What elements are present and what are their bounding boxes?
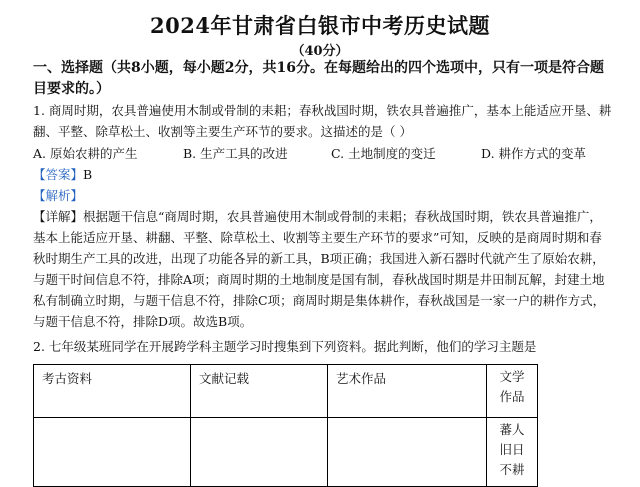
- header-literature-line1: 文学: [499, 369, 525, 384]
- q1-option-c: C. 土地制度的变迁: [331, 146, 436, 161]
- q1-analysis: [33, 185, 623, 206]
- excerpt-line3: 不耕: [499, 462, 525, 477]
- table-header-row: [34, 365, 538, 418]
- total-score: （40分）: [291, 44, 349, 59]
- excerpt-line2: 旧日: [499, 442, 525, 457]
- q1-stem-line2: 翻、平整、除草松土、收割等主要生产环节的要求。这描述的是（ ）: [33, 124, 412, 139]
- section-heading-line2: 目要求的。）: [33, 81, 110, 97]
- table-row: [34, 418, 538, 487]
- analysis-label: 【解析】: [33, 188, 84, 203]
- table-cell: [487, 418, 538, 487]
- table-cell: [34, 418, 191, 487]
- q1-option-d: D. 耕作方式的变革: [481, 146, 587, 161]
- q1-detail-line2: 基本上能适应开垦、耕翻、平整、除草松土、收割等主要生产环节的要求”可知，反映的是商周时期和春: [33, 230, 602, 245]
- q1-detail-line1: [33, 206, 623, 227]
- answer-label: 【答案】: [33, 167, 84, 182]
- excerpt-line1: 蕃人: [499, 422, 525, 437]
- detail-text-1: 根据题干信息“商周时期，农具普遍使用木制或骨制的耒耜；春秋战国时期，铁农具普遍推广，: [83, 209, 602, 224]
- answer-value: B: [83, 167, 93, 182]
- q1-answer: [33, 164, 623, 185]
- header-archaeology: 考古资料: [42, 371, 93, 386]
- q1-detail-line5: 私有制确立时期，与题干信息不符，排除C项；商周时期是集体耕作，春秋战国是一家一户的耕作方式，: [33, 293, 606, 308]
- header-art: 艺术作品: [336, 371, 387, 386]
- literature-excerpt: [487, 418, 537, 480]
- q1-option-a: A. 原始农耕的产生: [33, 146, 138, 161]
- q1-detail-line6: 与题干信息不符，排除D项。故选B项。: [33, 314, 253, 329]
- table-header-cell: [191, 365, 328, 418]
- table-header-cell: [487, 365, 538, 418]
- q2-stem: 2. 七年级某班同学在开展跨学科主题学习时搜集到下列资料。据此判断，他们的学习主题是: [33, 339, 537, 354]
- q1-stem-line1: 1. 商周时期，农具普遍使用木制或骨制的耒耜；春秋战国时期，铁农具普遍推广，基本上能适应开垦、耕: [33, 103, 612, 118]
- detail-label: 【详解】: [33, 209, 84, 224]
- table-cell: [328, 418, 487, 487]
- header-literature-line2: 作品: [499, 389, 525, 404]
- header-literature: [487, 365, 537, 407]
- header-documents: 文献记载: [199, 371, 250, 386]
- table-header-cell: [34, 365, 191, 418]
- q1-detail-line3: 秋时期生产工具的改进，出现了功能各异的新工具，B项正确；我国进入新石器时代就产生了原始农耕，: [33, 251, 605, 266]
- table-header-cell: [328, 365, 487, 418]
- table-cell: [191, 418, 328, 487]
- q1-option-b: B. 生产工具的改进: [183, 146, 288, 161]
- section-heading-line1: 一、选择题（共8小题，每小题2分，共16分。在每题给出的四个选项中，只有一项是符合题: [33, 60, 604, 76]
- page-title: 2024年甘肃省白银市中考历史试题: [150, 13, 490, 38]
- q2-materials-table: [33, 364, 538, 487]
- q1-detail-line4: 与题干时间信息不符，排除A项；商周时期的土地制度是国有制，春秋战国时期是井田制瓦解，封建土地: [33, 272, 605, 287]
